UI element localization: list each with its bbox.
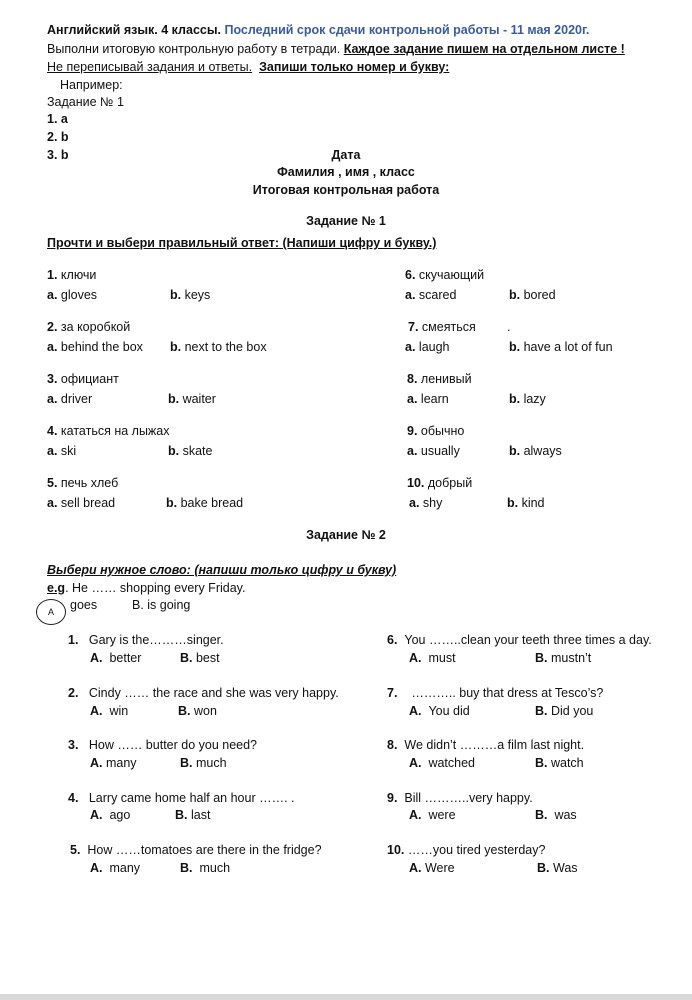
task2-item-6-b: B. mustn’t xyxy=(535,651,592,665)
task1-item-6-a: a. scared xyxy=(405,288,457,302)
example-option-b: B. is going xyxy=(132,598,191,612)
task2-item-1-b: B. best xyxy=(180,651,220,665)
task2-instruction: Выбери нужное слово: (напиши только цифру и букву) xyxy=(47,563,397,577)
example-answer-3: 3. b xyxy=(47,148,69,162)
header-line-2 xyxy=(47,42,625,56)
task2-item-4-question: 4. Larry came home half an hour ……. . xyxy=(68,791,295,805)
task2-item-9-a: A. were xyxy=(409,808,456,822)
task1-item-10-a: a. shy xyxy=(409,496,443,510)
write-number-letter-rule: Запиши только номер и букву: xyxy=(259,60,450,74)
task1-item-2-b: b. next to the box xyxy=(170,340,267,354)
task1-item-5-b: b. bake bread xyxy=(166,496,244,510)
task2-item-6-question: 6. You ……..clean your teeth three times a day. xyxy=(387,633,652,647)
no-copy-rule: Не переписывай задания и ответы. xyxy=(47,60,253,74)
task1-item-4-word: 4. кататься на лыжах xyxy=(47,424,170,438)
deadline-text: Последний срок сдачи контрольной работы - 11 мая 2020г. xyxy=(224,23,590,37)
task2-item-2-question: 2. Cindy …… the race and she was very happy. xyxy=(68,686,339,700)
task2-item-10-a: A. Were xyxy=(409,861,455,875)
separate-sheet-rule: Каждое задание пишем на отдельном листе ! xyxy=(343,42,625,56)
task2-item-9-question: 9. Bill ………..very happy. xyxy=(387,791,533,805)
task2-item-7-b: B. Did you xyxy=(535,704,594,718)
task2-item-8-a: A. watched xyxy=(409,756,476,770)
task2-item-3-b: B. much xyxy=(180,756,227,770)
task2-item-7-question: 7. ……….. buy that dress at Tesco’s? xyxy=(387,686,604,700)
task2-item-5-b: B. much xyxy=(180,861,231,875)
task1-item-8-b: b. lazy xyxy=(509,392,546,406)
task1-item-8-a: a. learn xyxy=(407,392,449,406)
task2-title: Задание № 2 xyxy=(306,528,386,542)
page-bottom-edge xyxy=(0,994,692,1000)
example-label: Например: xyxy=(60,78,123,92)
task1-item-3-b: b. waiter xyxy=(168,392,216,406)
task2-item-8-b: B. watch xyxy=(535,756,584,770)
task2-item-6-a: A. must xyxy=(409,651,456,665)
task1-item-1-a: a. gloves xyxy=(47,288,98,302)
task1-item-7-a: a. laugh xyxy=(405,340,450,354)
task1-title: Задание № 1 xyxy=(306,214,386,228)
stray-dot: . xyxy=(507,320,511,334)
task1-item-9-word: 9. обычно xyxy=(407,424,465,438)
task1-item-5-word: 5. печь хлеб xyxy=(47,476,119,490)
header-line-3 xyxy=(47,60,449,74)
task1-item-1-b: b. keys xyxy=(170,288,211,302)
task2-item-4-a: A. ago xyxy=(90,808,131,822)
task1-item-6-word: 6. скучающий xyxy=(405,268,485,282)
task1-item-7-word: 7. смеяться xyxy=(408,320,476,334)
example-answer-2: 2. b xyxy=(47,130,69,144)
task1-item-8-word: 8. ленивый xyxy=(407,372,472,386)
task2-example xyxy=(47,581,245,595)
task2-item-4-b: B. last xyxy=(175,808,211,822)
subject-heading: Английский язык. 4 классы. xyxy=(47,23,225,37)
example-option-a: goes xyxy=(70,598,98,612)
task2-item-10-b: B. Was xyxy=(537,861,578,875)
task1-item-10-b: b. kind xyxy=(507,496,545,510)
example-sentence: . He …… shopping every Friday. xyxy=(65,581,246,595)
task2-item-1-a: A. better xyxy=(90,651,142,665)
test-title: Итоговая контрольная работа xyxy=(252,183,440,197)
task1-item-2-a: a. behind the box xyxy=(47,340,143,354)
date-label: Дата xyxy=(331,148,361,162)
example-task: Задание № 1 xyxy=(47,95,124,109)
task1-item-4-b: b. skate xyxy=(168,444,213,458)
task2-item-8-question: 8. We didn’t ………a film last night. xyxy=(387,738,585,752)
task1-item-3-a: a. driver xyxy=(47,392,93,406)
task2-item-5-a: A. many xyxy=(90,861,141,875)
example-eg-label: e.g xyxy=(47,581,66,595)
task1-item-9-a: a. usually xyxy=(407,444,460,458)
task2-item-1-question: 1. Gary is the………singer. xyxy=(68,633,224,647)
task2-item-9-b: B. was xyxy=(535,808,577,822)
task1-item-6-b: b. bored xyxy=(509,288,556,302)
name-label: Фамилия , имя , класс xyxy=(277,165,415,179)
task2-item-3-question: 3. How …… butter do you need? xyxy=(68,738,258,752)
task1-item-2-word: 2. за коробкой xyxy=(47,320,131,334)
task1-item-4-a: a. ski xyxy=(47,444,77,458)
example-answer-1: 1. a xyxy=(47,112,68,126)
header-line-1 xyxy=(47,23,589,37)
task1-item-1-word: 1. ключи xyxy=(47,268,97,282)
circled-answer-a: A xyxy=(36,599,66,625)
task2-item-3-a: A. many xyxy=(90,756,137,770)
task1-item-3-word: 3. официант xyxy=(47,372,119,386)
task2-item-2-b: B. won xyxy=(178,704,217,718)
task1-item-5-a: a. sell bread xyxy=(47,496,116,510)
task2-item-10-question: 10. ……you tired yesterday? xyxy=(387,843,546,857)
task2-item-2-a: A. win xyxy=(90,704,129,718)
task1-item-10-word: 10. добрый xyxy=(407,476,473,490)
task2-item-5-question: 5. How ……tomatoes are there in the fridge? xyxy=(70,843,322,857)
task1-item-9-b: b. always xyxy=(509,444,562,458)
instruction-text: Выполни итоговую контрольную работу в тетради. xyxy=(47,42,344,56)
task1-item-7-b: b. have a lot of fun xyxy=(509,340,613,354)
task1-instruction: Прочти и выбери правильный ответ: (Напиши цифру и букву.) xyxy=(47,236,437,250)
task2-item-7-a: A. You did xyxy=(409,704,470,718)
